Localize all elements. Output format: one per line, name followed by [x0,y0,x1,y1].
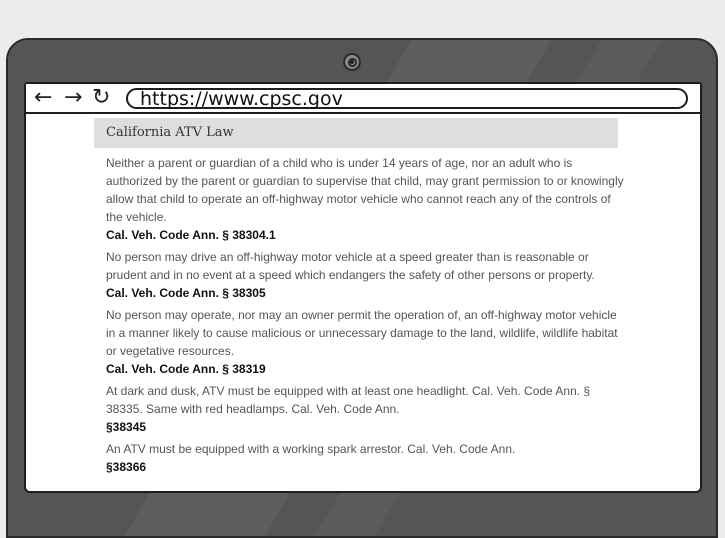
law-citation: §38366 [106,460,147,474]
law-text: An ATV must be equipped with a working spark arrestor. Cal. Veh. Code Ann. [106,442,516,456]
webcam-icon [343,53,361,71]
address-bar[interactable] [126,88,688,109]
arrow-left-icon[interactable]: ← [34,85,53,110]
browser-toolbar [26,84,700,114]
law-text: No person may operate, nor may an owner permit the operation of, an off-highway motor vehicle in a manner likely to cause malicious or unnecessary damage to the land, wildlife, wildlife habitat or vegetative resources. [106,308,618,358]
page-heading: California ATV Law [94,118,618,148]
law-citation: §38345 [106,420,147,434]
law-citation: Cal. Veh. Code Ann. § 38305 [106,286,266,300]
law-text: Neither a parent or guardian of a child who is under 14 years of age, nor an adult who is authorized by the parent or guardian to supervise that child, may grant permission to or knowingly allow that child to operate an off-highway motor vehicle who cannot reach any of the controls of the vehicle. [106,156,624,224]
law-citation: Cal. Veh. Code Ann. § 38319 [106,362,266,376]
law-item [106,306,626,378]
browser-window [24,82,702,493]
law-item [106,440,626,476]
arrow-right-icon[interactable]: → [64,85,83,110]
law-text: At dark and dusk, ATV must be equipped with at least one headlight. Cal. Veh. Code Ann. § 38335. Same with red headlamps. Cal. Veh. Code Ann. [106,384,591,416]
law-citation: Cal. Veh. Code Ann. § 38304.1 [106,228,276,242]
law-text: No person may drive an off-highway motor vehicle at a speed greater than is reasonable or prudent and in no event at a speed which endangers the safety of other persons or property. [106,250,595,282]
url-text[interactable]: https://www.cpsc.gov [140,88,343,110]
reload-icon[interactable]: ↻ [92,85,111,110]
law-item [106,382,626,436]
law-item [106,248,626,302]
law-item [106,154,626,244]
law-list [106,154,626,480]
